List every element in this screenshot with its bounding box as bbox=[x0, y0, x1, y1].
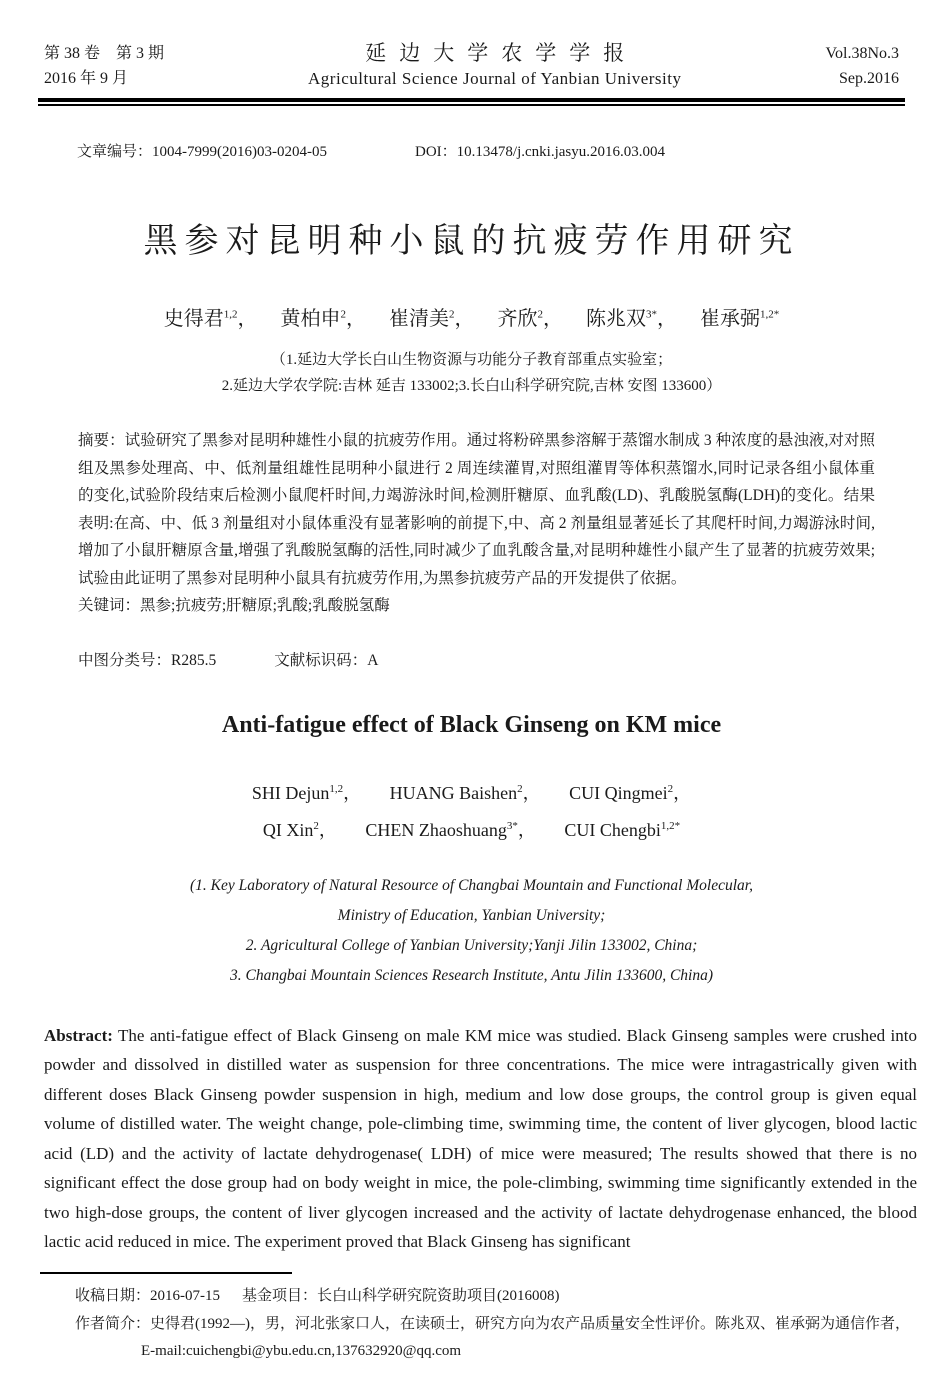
masthead-left bbox=[44, 41, 164, 91]
abstract-label-cn: 摘要： bbox=[78, 432, 125, 449]
author-separator: ， bbox=[318, 819, 337, 840]
author-affil-sup: 2 bbox=[517, 782, 523, 795]
author-affil-sup: 3* bbox=[506, 819, 518, 832]
author-affil-sup: 1,2* bbox=[660, 819, 681, 832]
clc-value: R285.5 bbox=[171, 651, 217, 669]
affiliation-line: (1. Key Laboratory of Natural Resource of Changbai Mountain and Functional Molecular, bbox=[190, 876, 753, 894]
author-en bbox=[569, 783, 691, 803]
author-name: 崔承弼 bbox=[700, 308, 760, 330]
author-affil-sup: 2 bbox=[449, 308, 455, 321]
doi-label: DOI： bbox=[415, 144, 457, 160]
article-id-label: 文章编号： bbox=[77, 143, 153, 160]
author-separator: ， bbox=[343, 782, 362, 803]
received-fund-line bbox=[75, 1282, 913, 1310]
keywords-label-cn: 关键词： bbox=[78, 597, 141, 614]
affiliations-en bbox=[0, 871, 943, 991]
article-title-en: Anti-fatigue effect of Black Ginseng on KM mice bbox=[221, 711, 722, 738]
masthead-double-rule bbox=[38, 98, 905, 106]
journal-name-cn: 延边大学农学学报 bbox=[365, 41, 638, 65]
author-en bbox=[263, 820, 337, 840]
author-en bbox=[252, 783, 361, 803]
affiliation-line: 2. Agricultural College of Yanbian University;Yanji Jilin 133002, China; bbox=[245, 936, 698, 954]
affiliation-line: （1.延边大学长白山生物资源与功能分子教育部重点实验室； bbox=[270, 352, 673, 368]
author-affil-sup: 2 bbox=[340, 308, 346, 321]
affiliation-line: Ministry of Education, Yanbian University; bbox=[337, 906, 606, 924]
article-title-cn: 黑参对昆明种小鼠的抗疲劳作用研究 bbox=[143, 223, 800, 260]
author-cn bbox=[281, 308, 367, 330]
author-separator: ， bbox=[522, 782, 541, 803]
date-cn: 2016 年 9 月 bbox=[44, 69, 129, 87]
journal-name-en: Agricultural Science Journal of Yanbian University bbox=[308, 69, 682, 88]
author-affil-sup: 3* bbox=[646, 308, 657, 321]
affiliations-cn bbox=[0, 347, 943, 399]
author-separator: ， bbox=[517, 819, 536, 840]
author-name: CHEN Zhaoshuang bbox=[365, 819, 507, 840]
fund-value: 长白山科学研究院资助项目(2016008) bbox=[317, 1288, 560, 1304]
footnote-lines bbox=[75, 1282, 913, 1365]
affiliation-line: 3. Changbai Mountain Sciences Research Institute, Antu Jilin 133600, China) bbox=[229, 966, 714, 984]
author-bio-line bbox=[75, 1310, 913, 1338]
author-name: 齐欣 bbox=[497, 308, 538, 330]
masthead bbox=[44, 40, 899, 91]
doc-code-label: 文献标识码： bbox=[274, 651, 368, 669]
authors-en-line2 bbox=[0, 810, 943, 847]
author-affil-sup: 2 bbox=[667, 782, 674, 795]
author-en bbox=[365, 820, 535, 840]
article-id-value: 1004-7999(2016)03-0204-05 bbox=[152, 144, 327, 160]
received-date: 2016-07-15 bbox=[150, 1288, 221, 1304]
author-name: 史得君 bbox=[163, 308, 224, 330]
author-cn bbox=[389, 308, 475, 330]
affiliation-line: 2.延边大学农学院:吉林 延吉 133002;3.长白山科学研究院,吉林 安图 133600） bbox=[221, 378, 722, 394]
abstract-en bbox=[44, 1021, 917, 1257]
author-affil-sup: 1,2* bbox=[760, 308, 780, 321]
masthead-right bbox=[826, 41, 900, 91]
author-affil-sup: 2 bbox=[537, 308, 543, 321]
fund-label: 基金项目： bbox=[242, 1287, 318, 1304]
author-separator: ， bbox=[237, 308, 258, 330]
author-cn bbox=[700, 308, 779, 330]
author-name: 黄柏申 bbox=[280, 308, 341, 330]
author-cn bbox=[586, 308, 677, 330]
footnote-rule bbox=[40, 1272, 292, 1274]
author-separator: ， bbox=[657, 308, 677, 330]
volume-issue-en: Vol.38No.3 bbox=[825, 44, 899, 62]
masthead-center bbox=[164, 40, 825, 91]
doi-value: 10.13478/j.cnki.jasyu.2016.03.004 bbox=[456, 144, 665, 160]
author-cn bbox=[498, 308, 564, 330]
volume-issue-cn: 第 38 卷 第 3 期 bbox=[44, 44, 165, 62]
author-separator: ， bbox=[454, 308, 475, 330]
abstract-cn bbox=[78, 427, 875, 592]
authors-en bbox=[0, 773, 943, 847]
authors-en-line1 bbox=[0, 773, 943, 810]
abstract-text-cn: 试验研究了黑参对昆明种雄性小鼠的抗疲劳作用。通过将粉碎黑参溶解于蒸馏水制成 3 种浓度的悬浊液,对对照组及黑参处理高、中、低剂量组雄性昆明种小鼠进行 2 周连续灌胃,对照组灌胃等体积蒸馏水,同时记录各组小鼠体重的变化,试验阶段结束后检测小鼠爬杆时间,力竭游泳时间,检测肝糖原、血乳酸(LD)、乳酸脱氢酶(LDH)的变化。结果表明:在高、中、低 3 剂量组对小鼠体重没有显著影响的前提下,中、高 2 剂量组显著延长了其爬杆时间,力竭游泳时间,增加了小鼠肝糖原含量,增强了乳酸脱氢酶的活性,同时减少了血乳酸含量,对昆明种雄性小鼠产生了显著的抗疲劳效果;试验由此证明了黑参对昆明种小鼠具有抗疲劳作用,为黑参抗疲劳产品的开发提供了依据。 bbox=[78, 432, 875, 587]
doc-code-value: A bbox=[367, 651, 379, 669]
author-name: CUI Qingmei bbox=[569, 782, 668, 803]
author-name: QI Xin bbox=[262, 819, 314, 840]
author-name: CUI Chengbi bbox=[564, 819, 661, 840]
article-meta-line bbox=[77, 140, 943, 161]
author-name: SHI Dejun bbox=[251, 782, 330, 803]
classification-line bbox=[78, 648, 943, 670]
author-affil-sup: 1,2 bbox=[223, 308, 238, 321]
author-name: 崔清美 bbox=[389, 308, 449, 330]
authors-cn bbox=[0, 302, 943, 331]
author-cn bbox=[164, 308, 258, 330]
keywords-cn bbox=[78, 592, 875, 620]
author-name: 陈兆双 bbox=[586, 308, 646, 330]
author-name: HUANG Baishen bbox=[389, 782, 518, 803]
author-en bbox=[390, 783, 541, 803]
footnote-block bbox=[0, 1272, 943, 1365]
bio-label: 作者简介： bbox=[75, 1315, 151, 1332]
author-affil-sup: 2 bbox=[313, 819, 319, 832]
bio-text: 史得君(1992—)，男，河北张家口人，在读硕士，研究方向为农产品质量安全性评价。陈兆双、崔承弼为通信作者， bbox=[150, 1316, 911, 1332]
date-en: Sep.2016 bbox=[839, 69, 899, 87]
author-affil-sup: 1,2 bbox=[329, 782, 344, 795]
keywords-text-cn: 黑参;抗疲劳;肝糖原;乳酸;乳酸脱氢酶 bbox=[140, 597, 390, 614]
author-separator: ， bbox=[673, 782, 692, 803]
email-line: E-mail:cuichengbi@ybu.edu.cn,137632920@qq.com bbox=[141, 1343, 462, 1359]
received-label: 收稿日期： bbox=[75, 1287, 151, 1304]
author-separator: ， bbox=[346, 308, 366, 330]
author-en bbox=[564, 820, 680, 840]
abstract-label-en: Abstract: bbox=[44, 1025, 113, 1045]
author-separator: ， bbox=[543, 308, 563, 330]
clc-label: 中图分类号： bbox=[78, 651, 172, 669]
abstract-text-en: The anti-fatigue effect of Black Ginseng on male KM mice was studied. Black Ginseng samples were crushed into powder and dissolved in distilled water as suspension for three concentrations. The mice were intragastrically given with different doses Black Ginseng powder suspension in high, medium and low dose groups, the control group is given equal volume of distilled water. The weight change, pole-climbing time, swimming time, the content of liver glycogen, blood lactic acid (LD) and the activity of lactate dehydrogenase( LDH) of mice were measured; The results showed that there is no significant effect the dose group had on body weight in mice, the pole-climbing, swimming time significantly extended in the two high-dose groups, the content of liver glycogen increased and the activity of lactate dehydrogenase enhanced, the blood lactic acid reduced in mice. The experiment proved that Black Ginseng has significant bbox=[44, 1025, 917, 1251]
